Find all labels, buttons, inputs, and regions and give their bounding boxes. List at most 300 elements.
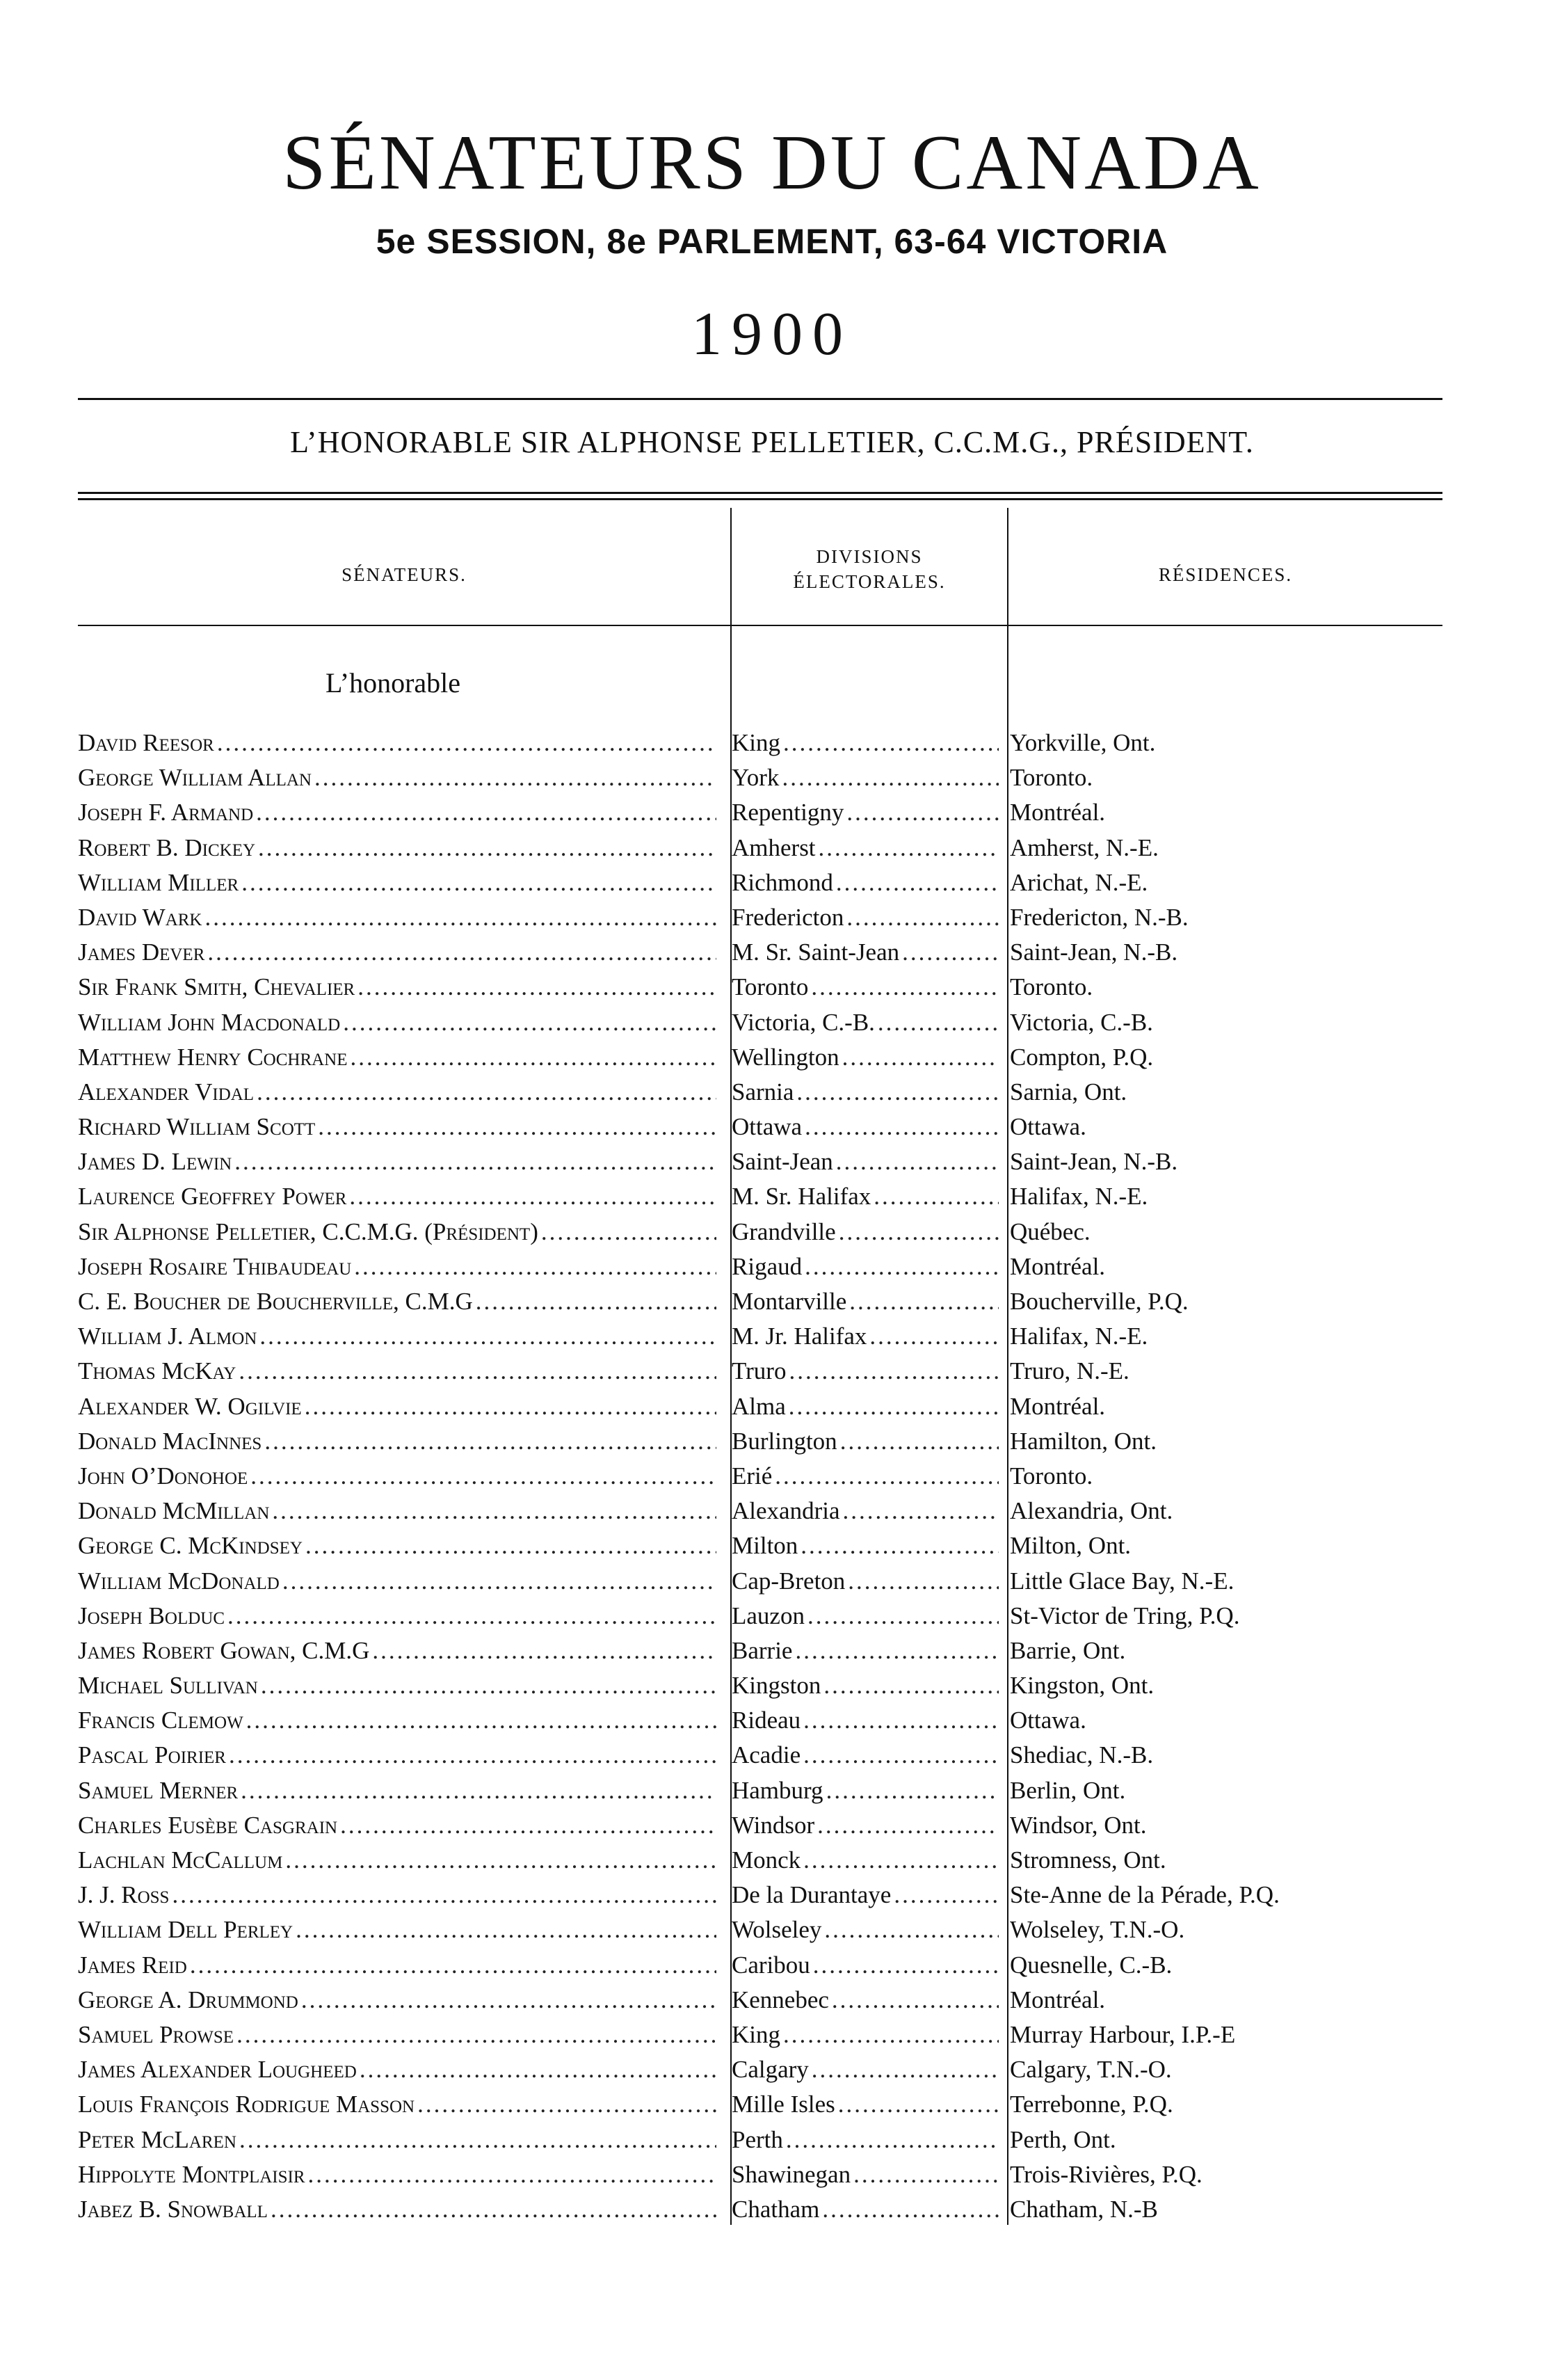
dot-leader <box>829 1983 999 2018</box>
senator-name: J. J. Ross <box>78 1881 170 1909</box>
dot-leader <box>816 831 999 865</box>
residence-name: Halifax, N.-E. <box>1010 1183 1148 1211</box>
senator-name: Lachlan McCallum <box>78 1846 283 1874</box>
division-name-cell <box>732 1843 999 1878</box>
dot-leader <box>871 1179 999 1214</box>
senator-name-cell <box>78 1773 716 1808</box>
senator-name: Francis Clemow <box>78 1707 243 1734</box>
residence-name-cell <box>1010 1040 1455 1075</box>
table-row <box>0 1494 1544 1528</box>
residence-name: Perth, Ont. <box>1010 2125 1116 2153</box>
residence-name-cell <box>1010 1773 1455 1808</box>
division-name-cell <box>732 970 999 1005</box>
senator-name-cell <box>78 1459 716 1494</box>
dot-leader <box>202 900 716 935</box>
col-header-divisions-line2: ÉLECTORALES. <box>793 571 946 592</box>
residence-name: Victoria, C.-B. <box>1010 1008 1153 1036</box>
residence-name: Terrebonne, P.Q. <box>1010 2091 1173 2118</box>
senator-name: George C. McKindsey <box>78 1532 303 1560</box>
division-name-cell <box>732 1773 999 1808</box>
residence-name: Calgary, T.N.-O. <box>1010 2056 1172 2084</box>
dot-leader <box>801 1843 999 1878</box>
residence-name: Shediac, N.-B. <box>1010 1741 1154 1769</box>
table-row <box>0 1215 1544 1249</box>
senator-name: Michael Sullivan <box>78 1672 258 1700</box>
dot-leader <box>786 1354 999 1389</box>
dot-leader <box>802 1249 999 1284</box>
senator-name-cell <box>78 726 716 760</box>
residence-name-cell <box>1010 726 1455 760</box>
table-row <box>0 1983 1544 2018</box>
dot-leader <box>232 1144 716 1179</box>
dot-leader <box>234 2018 716 2052</box>
dot-leader <box>808 970 999 1005</box>
division-name: Wolseley <box>732 1916 822 1944</box>
division-name-cell <box>732 1983 999 2018</box>
senator-name-cell <box>78 865 716 900</box>
division-name-cell <box>732 1528 999 1563</box>
dot-leader <box>801 1738 999 1773</box>
table-row <box>0 2087 1544 2122</box>
dot-leader <box>226 1738 716 1773</box>
residence-name-cell <box>1010 795 1455 830</box>
dot-leader <box>801 1703 999 1738</box>
residence-name: Murray Harbour, I.P.-E <box>1010 2020 1236 2048</box>
residence-name: Windsor, Ont. <box>1010 1811 1147 1839</box>
table-row <box>0 1528 1544 1563</box>
table-row <box>0 970 1544 1005</box>
division-name-cell <box>732 2052 999 2087</box>
division-name-cell <box>732 2087 999 2122</box>
senator-name-cell <box>78 760 716 795</box>
division-name: Montarville <box>732 1288 847 1315</box>
dot-leader <box>783 2123 999 2157</box>
table-row <box>0 2123 1544 2157</box>
division-name: Alexandria <box>732 1497 840 1525</box>
dot-leader <box>833 1144 999 1179</box>
residence-name: Montréal. <box>1010 1392 1106 1420</box>
residence-name-cell <box>1010 1912 1455 1947</box>
residence-name-cell <box>1010 1179 1455 1214</box>
dot-leader <box>187 1948 716 1983</box>
page-title: SÉNATEURS DU CANADA <box>282 120 1262 206</box>
year-heading: 1900 <box>691 301 853 368</box>
divider-header <box>78 625 1442 626</box>
senator-name: Hippolyte Montplaisir <box>78 2160 305 2188</box>
senator-name-cell <box>78 1912 716 1947</box>
division-name: Wellington <box>732 1043 839 1071</box>
residence-name-cell <box>1010 1284 1455 1319</box>
senator-name: David Reesor <box>78 729 214 756</box>
division-name-cell <box>732 831 999 865</box>
senator-name-cell <box>78 1599 716 1634</box>
division-name-cell <box>732 1005 999 1040</box>
table-row <box>0 1424 1544 1459</box>
senator-name-cell <box>78 1249 716 1284</box>
dot-leader <box>348 1040 717 1075</box>
division-name-cell <box>732 1634 999 1668</box>
residence-name: Quesnelle, C.-B. <box>1010 1951 1173 1979</box>
senator-name: William Dell Perley <box>78 1916 293 1944</box>
dot-leader <box>253 795 716 830</box>
residence-name: Little Glace Bay, N.-E. <box>1010 1567 1235 1595</box>
dot-leader <box>851 2157 999 2192</box>
dot-leader <box>839 1494 999 1528</box>
senator-name: Joseph F. Armand <box>78 799 254 826</box>
dot-leader <box>772 1459 999 1494</box>
senator-name-cell <box>78 1005 716 1040</box>
senator-name: Alexander W. Ogilvie <box>78 1392 302 1420</box>
senator-list <box>0 726 1544 2227</box>
dot-leader <box>780 2018 999 2052</box>
senator-name: John O’Donohoe <box>78 1462 248 1490</box>
residence-name-cell <box>1010 1703 1455 1738</box>
senator-name: Joseph Bolduc <box>78 1602 225 1629</box>
senator-name-cell <box>78 1284 716 1319</box>
senator-name-cell <box>78 1354 716 1389</box>
table-row <box>0 1179 1544 1214</box>
residence-name: Saint-Jean, N.-B. <box>1010 939 1178 966</box>
table-row <box>0 831 1544 865</box>
senator-name-cell <box>78 970 716 1005</box>
division-name: Cap-Breton <box>732 1567 846 1595</box>
dot-leader <box>779 760 999 795</box>
residence-name-cell <box>1010 1738 1455 1773</box>
dot-leader <box>814 1808 999 1843</box>
division-name-cell <box>732 1738 999 1773</box>
dot-leader <box>846 1284 999 1319</box>
dot-leader <box>823 1773 999 1808</box>
senator-name-cell <box>78 1634 716 1668</box>
division-name: Rideau <box>732 1707 801 1734</box>
residence-name: Montréal. <box>1010 799 1106 826</box>
division-name: Repentigny <box>732 799 844 826</box>
senator-name: Joseph Rosaire Thibaudeau <box>78 1252 352 1280</box>
residence-name-cell <box>1010 1564 1455 1599</box>
col-header-senateurs: SÉNATEURS. <box>341 564 467 585</box>
senator-name: William McDonald <box>78 1567 280 1595</box>
dot-leader <box>473 1284 716 1319</box>
division-name: M. Sr. Halifax <box>732 1183 871 1211</box>
residence-name-cell <box>1010 1668 1455 1703</box>
senator-name-cell <box>78 1668 716 1703</box>
division-name: Alma <box>732 1392 786 1420</box>
division-name: Sarnia <box>732 1078 794 1105</box>
division-name: Windsor <box>732 1811 815 1839</box>
dot-leader <box>794 1075 999 1110</box>
residence-name: Saint-Jean, N.-B. <box>1010 1148 1178 1176</box>
residence-name: Hamilton, Ont. <box>1010 1427 1157 1455</box>
dot-leader <box>268 2192 716 2227</box>
division-name-cell <box>732 1948 999 1983</box>
residence-name-cell <box>1010 1144 1455 1179</box>
dot-leader <box>833 865 999 900</box>
dot-leader <box>844 900 999 935</box>
residence-name: Halifax, N.-E. <box>1010 1323 1148 1350</box>
division-name: Hamburg <box>732 1776 823 1804</box>
division-name: Victoria, C.-B. <box>732 1008 875 1036</box>
dot-leader <box>239 865 716 900</box>
dot-leader <box>837 1424 999 1459</box>
table-row <box>0 1075 1544 1110</box>
dot-leader <box>835 2087 999 2122</box>
division-name: Chatham <box>732 2195 820 2223</box>
dot-leader <box>821 1668 999 1703</box>
residence-name: Montréal. <box>1010 1252 1106 1280</box>
dot-leader <box>798 1528 999 1563</box>
dot-leader <box>839 1040 999 1075</box>
senator-name-cell <box>78 1808 716 1843</box>
dot-leader <box>891 1878 999 1912</box>
divider-double-2 <box>78 498 1442 500</box>
table-row <box>0 1040 1544 1075</box>
residence-name: Kingston, Ont. <box>1010 1672 1155 1700</box>
dot-leader <box>282 1843 716 1878</box>
dot-leader <box>293 1912 716 1947</box>
residence-name: Stromness, Ont. <box>1010 1846 1166 1874</box>
senator-name: Louis François Rodrigue Masson <box>78 2091 415 2118</box>
dot-leader <box>836 1215 999 1249</box>
senator-name-cell <box>78 1075 716 1110</box>
residence-name: Boucherville, P.Q. <box>1010 1288 1189 1315</box>
senator-name: Samuel Merner <box>78 1776 239 1804</box>
division-name-cell <box>732 1040 999 1075</box>
dot-leader <box>236 1354 716 1389</box>
senator-name: George William Allan <box>78 764 312 792</box>
senator-name: James D. Lewin <box>78 1148 232 1176</box>
residence-name: Toronto. <box>1010 764 1093 792</box>
dot-leader <box>821 1912 999 1947</box>
residence-name: Compton, P.Q. <box>1010 1043 1154 1071</box>
senator-name-cell <box>78 831 716 865</box>
division-name: De la Durantaye <box>732 1881 892 1909</box>
division-name-cell <box>732 1878 999 1912</box>
senator-name-cell <box>78 1738 716 1773</box>
division-name: Kingston <box>732 1672 821 1700</box>
table-row <box>0 1599 1544 1634</box>
dot-leader <box>312 760 716 795</box>
division-name: Burlington <box>732 1427 837 1455</box>
table-row <box>0 1808 1544 1843</box>
senator-name: Richard William Scott <box>78 1113 316 1141</box>
residence-name: Alexandria, Ont. <box>1010 1497 1173 1525</box>
table-row <box>0 726 1544 760</box>
dot-leader <box>355 970 716 1005</box>
dot-leader <box>298 1983 716 2018</box>
residence-name: Montréal. <box>1010 1986 1106 2013</box>
senator-name: Pascal Poirier <box>78 1741 226 1769</box>
division-name-cell <box>732 760 999 795</box>
dot-leader <box>805 1599 999 1634</box>
residence-name-cell <box>1010 1389 1455 1424</box>
residence-name-cell <box>1010 865 1455 900</box>
residence-name-cell <box>1010 1983 1455 2018</box>
division-name: Amherst <box>732 833 816 861</box>
residence-name-cell <box>1010 2018 1455 2052</box>
senator-name: Peter McLaren <box>78 2125 236 2153</box>
division-name: King <box>732 2020 780 2048</box>
senator-name-cell <box>78 1703 716 1738</box>
senator-name-cell <box>78 900 716 935</box>
residence-name-cell <box>1010 2192 1455 2227</box>
senator-name-cell <box>78 1144 716 1179</box>
division-name-cell <box>732 1703 999 1738</box>
division-name: Fredericton <box>732 903 844 931</box>
senator-name-cell <box>78 1494 716 1528</box>
division-name-cell <box>732 1668 999 1703</box>
table-row <box>0 1773 1544 1808</box>
senator-name: Sir Frank Smith, Chevalier <box>78 973 355 1001</box>
table-row <box>0 1703 1544 1738</box>
division-name-cell <box>732 1284 999 1319</box>
senator-name: Laurence Geoffrey Power <box>78 1183 347 1211</box>
division-name: Barrie <box>732 1636 793 1664</box>
residence-name-cell <box>1010 1110 1455 1144</box>
division-name: Calgary <box>732 2056 809 2084</box>
table-row <box>0 1843 1544 1878</box>
dot-leader <box>351 1249 716 1284</box>
senator-name: Donald MacInnes <box>78 1427 262 1455</box>
division-name-cell <box>732 1215 999 1249</box>
residence-name-cell <box>1010 2157 1455 2192</box>
division-name: Milton <box>732 1532 798 1560</box>
residence-name: Sarnia, Ont. <box>1010 1078 1127 1105</box>
dot-leader <box>262 1424 716 1459</box>
residence-name: Amherst, N.-E. <box>1010 833 1159 861</box>
division-name-cell <box>732 900 999 935</box>
residence-name-cell <box>1010 935 1455 970</box>
residence-name: Trois-Rivières, P.Q. <box>1010 2160 1203 2188</box>
table-row <box>0 900 1544 935</box>
table-row <box>0 795 1544 830</box>
divider-double-1 <box>78 492 1442 494</box>
dot-leader <box>899 935 999 970</box>
senator-name-cell <box>78 2192 716 2227</box>
senator-name-cell <box>78 1319 716 1354</box>
division-name: Rigaud <box>732 1252 803 1280</box>
residence-name-cell <box>1010 2087 1455 2122</box>
residence-name: Ste-Anne de la Pérade, P.Q. <box>1010 1881 1280 1909</box>
senator-name-cell <box>78 1843 716 1878</box>
division-name: Mille Isles <box>732 2091 835 2118</box>
senator-name: William J. Almon <box>78 1323 257 1350</box>
senator-name-cell <box>78 2087 716 2122</box>
dot-leader <box>845 1564 999 1599</box>
table-row <box>0 1389 1544 1424</box>
residence-name-cell <box>1010 1459 1455 1494</box>
senator-name-cell <box>78 2157 716 2192</box>
residence-name: Milton, Ont. <box>1010 1532 1132 1560</box>
residence-name-cell <box>1010 970 1455 1005</box>
residence-name-cell <box>1010 1424 1455 1459</box>
division-name: Caribou <box>732 1951 810 1979</box>
senator-name-cell <box>78 1564 716 1599</box>
senator-name: Donald McMillan <box>78 1497 270 1525</box>
division-name-cell <box>732 1599 999 1634</box>
division-name: Toronto <box>732 973 809 1001</box>
residence-name-cell <box>1010 831 1455 865</box>
dot-leader <box>337 1808 716 1843</box>
division-name-cell <box>732 2192 999 2227</box>
dot-leader <box>369 1634 716 1668</box>
table-row <box>0 2192 1544 2227</box>
division-name-cell <box>732 1075 999 1110</box>
residence-name-cell <box>1010 2052 1455 2087</box>
division-name: Erié <box>732 1462 773 1490</box>
dot-leader <box>538 1215 716 1249</box>
residence-name: Yorkville, Ont. <box>1010 729 1156 756</box>
senator-name: James Dever <box>78 939 205 966</box>
residence-name-cell <box>1010 1599 1455 1634</box>
division-name-cell <box>732 1319 999 1354</box>
dot-leader <box>875 1005 999 1040</box>
senator-name: David Wark <box>78 903 202 931</box>
residence-name: St-Victor de Tring, P.Q. <box>1010 1602 1240 1629</box>
dot-leader <box>258 1668 716 1703</box>
division-name: Kennebec <box>732 1986 829 2013</box>
table-row <box>0 1249 1544 1284</box>
division-name-cell <box>732 1912 999 1947</box>
dot-leader <box>255 831 716 865</box>
table-row <box>0 1948 1544 1983</box>
table-row <box>0 1319 1544 1354</box>
division-name-cell <box>732 1110 999 1144</box>
dot-leader <box>810 1948 999 1983</box>
dot-leader <box>214 726 716 760</box>
residence-name-cell <box>1010 1494 1455 1528</box>
dot-leader <box>280 1564 716 1599</box>
table-row <box>0 1738 1544 1773</box>
divider-top <box>78 398 1442 400</box>
division-name: Ottawa <box>732 1113 803 1141</box>
residence-name-cell <box>1010 1808 1455 1843</box>
division-name: Monck <box>732 1846 801 1874</box>
dot-leader <box>844 795 999 830</box>
dot-leader <box>269 1494 716 1528</box>
division-name-cell <box>732 1389 999 1424</box>
division-name-cell <box>732 1564 999 1599</box>
senator-name: James Reid <box>78 1951 187 1979</box>
division-name: York <box>732 764 780 792</box>
table-row <box>0 865 1544 900</box>
dot-leader <box>238 1773 716 1808</box>
division-name: Shawinegan <box>732 2160 851 2188</box>
senator-name-cell <box>78 1215 716 1249</box>
col-header-residences: RÉSIDENCES. <box>1158 564 1293 585</box>
senator-name-cell <box>78 935 716 970</box>
dot-leader <box>357 2052 716 2087</box>
senator-name: Jabez B. Snowball <box>78 2195 268 2223</box>
division-name-cell <box>732 795 999 830</box>
residence-name-cell <box>1010 1948 1455 1983</box>
division-name-cell <box>732 2157 999 2192</box>
senator-name: Matthew Henry Cochrane <box>78 1043 348 1071</box>
dot-leader <box>302 1389 716 1424</box>
residence-name: Barrie, Ont. <box>1010 1636 1126 1664</box>
senator-name-cell <box>78 1528 716 1563</box>
senator-name-cell <box>78 795 716 830</box>
senator-name: Robert B. Dickey <box>78 833 256 861</box>
table-row <box>0 1634 1544 1668</box>
division-name-cell <box>732 726 999 760</box>
residence-name-cell <box>1010 760 1455 795</box>
residence-name: Wolseley, T.N.-O. <box>1010 1916 1185 1944</box>
residence-name-cell <box>1010 1528 1455 1563</box>
table-row <box>0 1354 1544 1389</box>
dot-leader <box>303 1528 716 1563</box>
dot-leader <box>415 2087 716 2122</box>
senator-name-cell <box>78 2018 716 2052</box>
